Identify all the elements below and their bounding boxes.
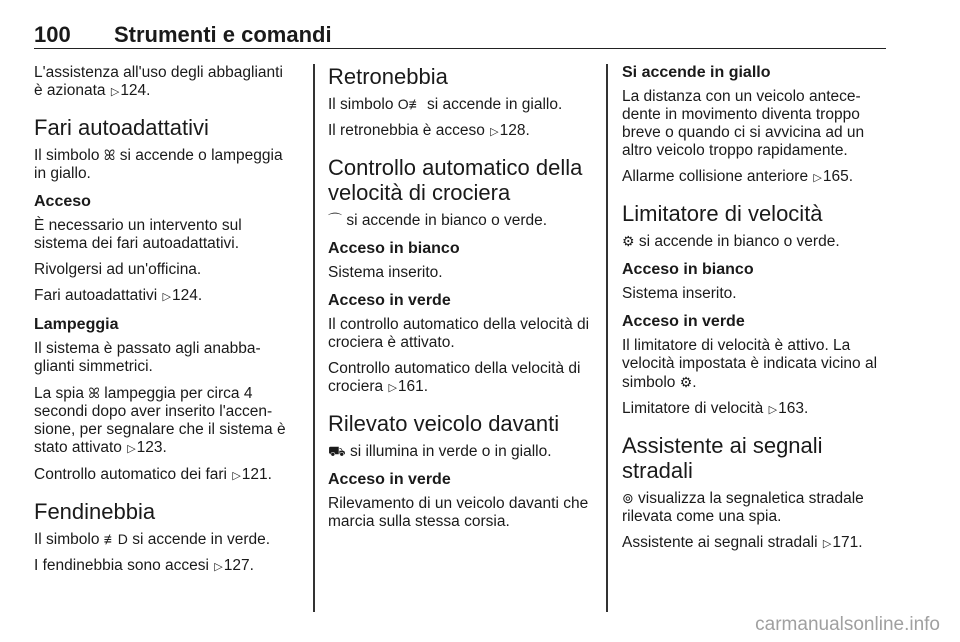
page-ref-arrow-icon: ▷ — [813, 172, 822, 184]
page-ref-arrow-icon: ▷ — [232, 470, 241, 482]
paragraph: Il simbolo O≢ si accende in giallo. — [328, 96, 563, 113]
paragraph: Sistema inserito. — [328, 264, 443, 281]
section-heading: Fendinebbia — [34, 499, 156, 524]
page-ref-arrow-icon: ▷ — [768, 404, 778, 416]
column-divider — [313, 64, 315, 612]
subheading: Si accende in giallo — [622, 64, 771, 81]
page-ref[interactable]: 124. — [120, 82, 151, 99]
speed-limiter-icon: ⚙ — [622, 233, 635, 249]
page-ref-arrow-icon: ▷ — [388, 382, 397, 394]
paragraph: La spia ꕤ lampeggia per circa 4 secondi dopo aver inserito l'accen- sione, per segnalare che il sistema è stato attivato ▷123. — [34, 385, 286, 456]
paragraph: ⌒ si accende in bianco o verde. — [328, 212, 548, 229]
page-ref-arrow-icon: ▷ — [127, 443, 136, 455]
page-ref[interactable]: 121. — [241, 466, 272, 483]
paragraph: Sistema inserito. — [622, 285, 737, 302]
paragraph: ⊚ visualizza la segnaletica stradale rilevata come una spia. — [622, 490, 864, 525]
paragraph: Allarme collisione anteriore ▷165. — [622, 168, 854, 185]
page-ref-arrow-icon: ▷ — [162, 291, 171, 303]
speed-limiter-icon: ⚙ — [679, 374, 693, 390]
page-ref-arrow-icon: ▷ — [490, 126, 499, 138]
paragraph: Fari autoadattativi ▷124. — [34, 287, 203, 304]
page-ref[interactable]: 128. — [499, 122, 530, 139]
subheading: Acceso in bianco — [622, 261, 754, 278]
rear-fog-light-icon: O≢ — [397, 96, 423, 112]
paragraph: L'assistenza all'uso degli abbaglianti è azionata ▷124. — [34, 64, 283, 99]
watermark: carmanualsonline.info — [755, 614, 940, 635]
section-heading: Limitatore di velocità — [622, 201, 823, 226]
chapter-title: Strumenti e comandi — [114, 22, 332, 47]
paragraph: Assistente ai segnali stradali ▷171. — [622, 534, 863, 551]
paragraph: Il controllo automatico della velocità di crociera è attivato. — [328, 316, 590, 351]
column-divider — [606, 64, 608, 612]
cruise-control-icon: ⌒ — [328, 212, 342, 228]
page-number: 100 — [34, 22, 71, 47]
paragraph: La distanza con un veicolo antece- dente in movimento diventa troppo breve o quando ci si avvicina ad un altro veicolo troppo rapidamente. — [622, 88, 865, 159]
adaptive-headlight-icon: ꕤ — [103, 147, 116, 163]
subheading: Lampeggia — [34, 316, 119, 333]
page-ref[interactable]: 163. — [778, 400, 809, 417]
paragraph: Rivolgersi ad un'officina. — [34, 261, 202, 278]
subheading: Acceso in verde — [328, 471, 451, 488]
paragraph: Il limitatore di velocità è attivo. La velocità impostata è indicata vicino al simbolo ⚙. — [622, 337, 878, 391]
vehicle-ahead-icon: ⛟ — [328, 443, 346, 459]
subheading: Acceso — [34, 193, 91, 210]
fog-light-icon: ≢D — [103, 531, 128, 547]
subheading: Acceso in bianco — [328, 240, 460, 257]
paragraph: Controllo automatico della velocità di crociera ▷161. — [328, 360, 581, 395]
subheading: Acceso in verde — [622, 313, 745, 330]
page-header — [34, 12, 886, 49]
paragraph: ⛟ si illumina in verde o in giallo. — [328, 443, 552, 460]
paragraph: Limitatore di velocità ▷163. — [622, 400, 809, 417]
paragraph: I fendinebbia sono accesi ▷127. — [34, 557, 254, 574]
paragraph: Il sistema è passato agli anabba- glianti simmetrici. — [34, 340, 261, 375]
adaptive-headlight-icon: ꕤ — [88, 385, 100, 401]
subheading: Acceso in verde — [328, 292, 451, 309]
page-ref[interactable]: 165. — [822, 168, 854, 185]
traffic-sign-icon: ⊚ — [622, 490, 634, 506]
paragraph: È necessario un intervento sul sistema dei fari autoadattativi. — [34, 217, 242, 252]
page-ref[interactable]: 171. — [832, 534, 863, 551]
page-ref-arrow-icon: ▷ — [110, 86, 120, 98]
paragraph: Il simbolo ꕤ si accende o lampeggia in giallo. — [34, 147, 283, 182]
column-3 — [622, 64, 888, 561]
paragraph: Rilevamento di un veicolo davanti che marcia sulla stessa corsia. — [328, 495, 589, 530]
page-ref[interactable]: 161. — [397, 378, 429, 395]
page-ref[interactable]: 123. — [136, 439, 167, 456]
paragraph: Il simbolo ≢D si accende in verde. — [34, 531, 271, 548]
section-heading: Rilevato veicolo davanti — [328, 411, 560, 436]
page-ref-arrow-icon: ▷ — [822, 538, 832, 550]
page-ref[interactable]: 124. — [172, 287, 203, 304]
page-ref-arrow-icon: ▷ — [214, 561, 223, 573]
paragraph: Controllo automatico dei fari ▷121. — [34, 466, 272, 483]
section-heading: Assistente ai segnali stradali — [622, 433, 823, 483]
column-1 — [34, 64, 296, 584]
paragraph: Il retronebbia è acceso ▷128. — [328, 122, 530, 139]
column-2 — [328, 64, 594, 539]
section-heading: Retronebbia — [328, 64, 448, 89]
section-heading: Fari autoadattativi — [34, 115, 209, 140]
paragraph: ⚙ si accende in bianco o verde. — [622, 233, 840, 250]
page-ref[interactable]: 127. — [223, 557, 254, 574]
section-heading: Controllo automatico della velocità di crociera — [328, 155, 583, 205]
